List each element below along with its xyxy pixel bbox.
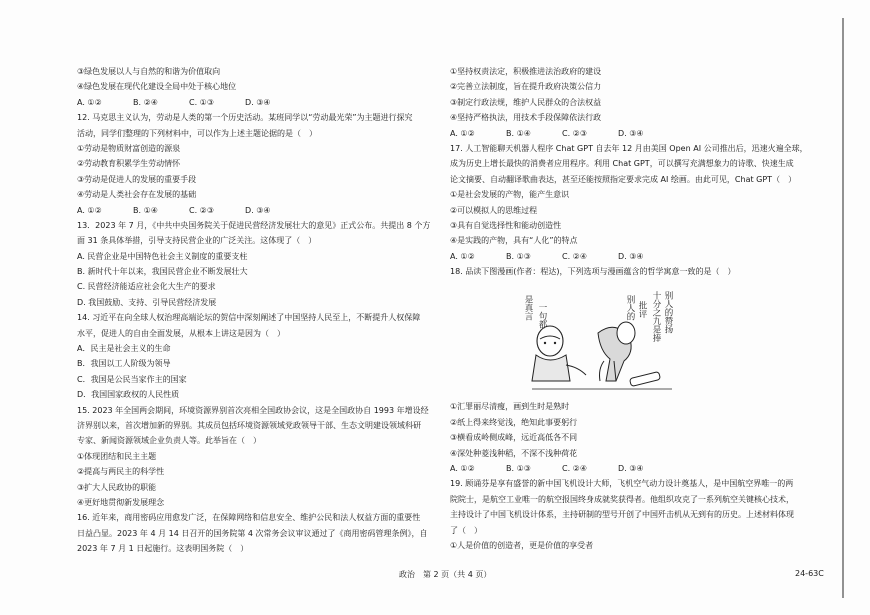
question-18-stem: 18. 品读下图漫画(作者：程达)，下列选项与漫画蕴含的哲学寓意一致的是（ ）: [450, 267, 736, 277]
choice-a: A. ①②: [77, 205, 102, 215]
right-column: [450, 64, 825, 553]
page-footer-label: 政治 第 2 页（共 4 页）: [399, 570, 492, 579]
q18-choices: [450, 461, 825, 476]
option-line: A．民主是社会主义的生命: [77, 344, 171, 354]
choice-d: D. ③④: [618, 128, 644, 138]
option-line: ①汇罪丽尽清瘦，画到生时是熟时: [450, 402, 570, 412]
question-16-stem: 日益凸显。2023 年 4 月 14 日召开的国务院第 4 次常务会议审议通过了《商用密码管理条例》，自: [77, 528, 428, 538]
choice-d: D. ③④: [245, 205, 271, 215]
choice-a: A. ①②: [450, 251, 475, 261]
option-line: C．我国是公民当家作主的国家: [77, 374, 187, 384]
option-line: C. 民营经济能适应社会化大生产的要求: [77, 282, 216, 292]
choice-b: B. ①④: [133, 205, 158, 215]
q17-choices: [450, 249, 825, 264]
choice-d: D. ③④: [618, 251, 644, 261]
option-line: ③扩大人民政协的职能: [77, 482, 157, 492]
question-19-stem: 主持设计了中国飞机设计体系，主持研制的型号开创了中国歼击机从无到有的历史。上述材料体现: [450, 510, 794, 520]
option-line: B．我国以工人阶级为领导: [77, 359, 171, 369]
option-line: ④劳动是人类社会存在发展的基础: [77, 190, 197, 200]
option-line: ④更好地贯彻新发展理念: [77, 497, 165, 507]
option-line: ①是社会发展的产物，能产生意识: [450, 190, 570, 200]
question-14-stem: 水平，促进人的自由全面发展，从根本上讲这是因为（ ）: [77, 328, 285, 338]
choice-b: B. ②④: [133, 97, 158, 107]
scan-edge-line: [842, 18, 844, 598]
option-line: ④坚持严格执法，用技术手段保障依法行政: [450, 113, 602, 123]
choice-d: D. ③④: [618, 464, 644, 474]
question-16-stem: 2023 年 7 月 1 日起施行。这表明国务院（ ）: [77, 544, 249, 554]
choice-c: C. ②④: [562, 251, 588, 261]
option-line: ①体现团结和民主主题: [77, 451, 157, 461]
question-16-stem: 16. 近年来，商用密码应用愈发广泛，在保障网络和信息安全、维护公民和法人权益方面的重要性: [77, 513, 421, 523]
option-line: D. 我国鼓励、支持、引导民营经济发展: [77, 297, 217, 307]
option-line: ③制定行政法规，维护人民群众的合法权益: [450, 97, 602, 107]
question-13-stem: 面 31 条具体举措，引导支持民营企业的广泛关注。这体现了（ ）: [77, 236, 317, 246]
text-line: ④绿色发展在现代化建设全局中处于核心地位: [77, 82, 237, 92]
option-line: ③具有自觉选择性和能动创造性: [450, 220, 562, 230]
cartoon-caption-2: 十分之九是捧: [651, 291, 661, 343]
question-17-stem: 论文摘要、自动翻译歌曲表达，甚至还能按照指定要求完成 AI 绘画。由此可见，Chat GPT（ ）: [450, 174, 797, 184]
choice-c: C. ①③: [189, 97, 215, 107]
choice-c: C. ②④: [562, 464, 588, 474]
choice-a: A. ①②: [450, 128, 475, 138]
question-13-stem: 13．2023 年 7 月，《中共中央国务院关于促进民营经济发展壮大的意见》正式公布。共提出 8 个方: [77, 220, 431, 230]
question-15-stem: 济界别以来，首次增加新的界别。其成员包括环境资源领域党政领导干部、生态文明建设领域科研: [77, 420, 421, 430]
left-column: [77, 64, 452, 557]
cartoon-caption-1: 别人的赞扬: [663, 291, 673, 334]
q16-choices: [450, 126, 825, 141]
question-12-stem: 活动，同学们整理的下列材料中，可以作为上述主题论据的是（ ）: [77, 128, 317, 138]
option-line: ②纸上得来终觉浅，绝知此事要躬行: [450, 417, 578, 427]
cartoon-caption-6: 一句都: [537, 303, 547, 329]
option-line: A. 民营企业是中国特色社会主义制度的重要支柱: [77, 251, 248, 261]
option-line: ①劳动是物质财富创造的源泉: [77, 143, 181, 153]
cartoon-caption-3: 批评: [637, 301, 647, 319]
option-line: ④是实践的产物，具有“人化”的特点: [450, 236, 578, 246]
question-19-stem: 了（ ）: [450, 525, 482, 535]
option-line: ②劳动教育积累学生劳动情怀: [77, 159, 181, 169]
choice-b: B. ①③: [506, 464, 531, 474]
question-15-stem: 专家、新闻资源领域企业负责人等。此举旨在（ ）: [77, 436, 261, 446]
question-17-stem: 17. 人工智能聊天机器人程序 Chat GPT 自去年 12 月由美国 Open AI 公司推出后，迅速火遍全球，: [450, 143, 808, 153]
option-line: D．我国国家政权的人民性质: [77, 390, 180, 400]
paper-code: 24-63C: [795, 569, 824, 578]
option-line: ①人是价值的创造者，更是价值的享受者: [450, 540, 594, 550]
cartoon-figure: [450, 279, 825, 399]
q12-choices: [77, 203, 452, 218]
option-line: ③横看成岭侧成峰，远近高低各不同: [450, 433, 578, 443]
cartoon-caption-5: 是真言: [523, 295, 533, 321]
q11-choices: [77, 95, 452, 110]
choice-c: C. ②③: [562, 128, 588, 138]
option-line: ②提高与两民主的科学性: [77, 467, 165, 477]
choice-b: B. ①④: [506, 128, 531, 138]
cartoon-caption-4: 别人的: [625, 295, 635, 321]
option-line: B. 新时代十年以来，我国民营企业不断发展壮大: [77, 267, 248, 277]
choice-a: A. ①②: [77, 97, 102, 107]
option-line: ①坚持权责法定，积极推进法治政府的建设: [450, 67, 602, 76]
choice-a: A. ①②: [450, 464, 475, 474]
question-15-stem: 15. 2023 年全国两会期间，环境资源界别首次亮相全国政协会议，这是全国政协自 1993 年增设经: [77, 405, 429, 415]
option-line: ③劳动是促进人的发展的重要手段: [77, 174, 197, 184]
option-line: ④深处种菱浅种稻，不深不浅种荷花: [450, 448, 578, 458]
text-line: ③绿色发展以人与自然的和谐为价值取向: [77, 67, 221, 76]
choice-c: C. ②③: [189, 205, 215, 215]
option-line: ②可以模拟人的思维过程: [450, 205, 538, 215]
question-12-stem: 12. 马克思主义认为，劳动是人类的第一个历史活动。某班同学以“劳动最光荣”为主题进行探究: [77, 113, 413, 123]
option-line: ②完善立法制度，旨在提升政府决策公信力: [450, 82, 602, 92]
choice-b: B. ①③: [506, 251, 531, 261]
cartoon-illustration: [512, 281, 692, 399]
question-19-stem: 院院士，是航空工业唯一的航空报国终身成就奖获得者。他组织攻克了一系列航空关键核心技术，: [450, 494, 794, 504]
question-19-stem: 19. 顾诵芬是享有盛誉的新中国飞机设计大师，飞机空气动力设计奠基人，是中国航空界唯一的两: [450, 479, 794, 489]
question-14-stem: 14. 习近平在向全球人权治理高端论坛的贺信中深刻阐述了中国坚持人民至上，不断提升人权保障: [77, 313, 421, 323]
choice-d: D. ③④: [245, 97, 271, 107]
question-17-stem: 成为历史上增长最快的消费者应用程序。利用 Chat GPT，可以撰写充满想象力的诗歌、快速生成: [450, 159, 794, 169]
